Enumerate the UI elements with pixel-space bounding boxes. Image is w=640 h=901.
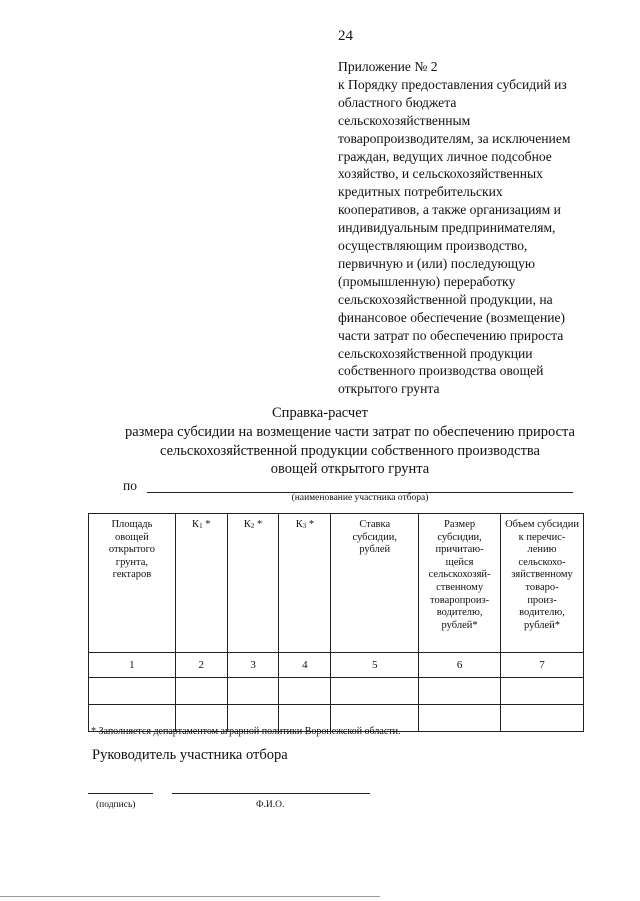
- table-cell: [279, 678, 331, 705]
- column-header-line: субсидии,: [437, 531, 482, 543]
- column-header-line: грунта,: [115, 556, 149, 568]
- appendix-line: индивидуальным предпринимателям,: [338, 220, 556, 236]
- column-header: [331, 514, 419, 653]
- column-header: [501, 514, 584, 653]
- column-header: [279, 514, 331, 653]
- appendix-line: части затрат по обеспечению прироста: [338, 327, 564, 343]
- column-header: [89, 514, 176, 653]
- column-number: 6: [419, 653, 501, 678]
- table-cell: [501, 705, 584, 732]
- column-header-line: рублей*: [441, 619, 478, 631]
- column-header-line: К1 *: [192, 519, 211, 530]
- appendix-line: финансовое обеспечение (возмещение): [338, 309, 566, 325]
- appendix-line: Приложение № 2: [338, 59, 438, 74]
- appendix-line: открытого грунта: [338, 381, 440, 397]
- appendix-line: к Порядку предоставления субсидий из: [338, 76, 567, 92]
- table-cell: [419, 678, 501, 705]
- table-cell: [501, 678, 584, 705]
- appendix-line: областного бюджета: [338, 94, 457, 110]
- form-subtitle-line: овощей открытого грунта: [270, 461, 430, 477]
- column-header-line: Площадь: [111, 519, 153, 530]
- page-bottom-rule: [0, 896, 380, 897]
- table-header-row: [89, 514, 584, 653]
- appendix-line: кооперативов, а также организациям и: [338, 202, 561, 218]
- appendix-line: первичную и (или) последующую: [338, 255, 536, 271]
- appendix-line: граждан, ведущих личное подсобное: [338, 148, 552, 164]
- column-header-line: Размер: [444, 519, 476, 530]
- fio-caption: Ф.И.О.: [256, 800, 285, 810]
- column-number: 3: [227, 653, 279, 678]
- form-subtitle: [0, 423, 640, 479]
- column-header-line: зяйственному: [511, 569, 573, 581]
- column-header-line: К3 *: [295, 519, 315, 530]
- column-header: [419, 514, 501, 653]
- appendix-line: кредитных потребительских: [338, 184, 503, 200]
- form-subtitle-line: сельскохозяйственной продукции собственного производства: [159, 442, 540, 459]
- column-header-line: товаро-: [525, 581, 559, 593]
- column-header-line: щейся: [445, 556, 474, 568]
- column-number: 5: [331, 653, 419, 678]
- table-row: [89, 678, 584, 705]
- participant-name-caption: (наименование участника отбора): [291, 493, 429, 503]
- column-header-line: Объем субсидии: [505, 519, 579, 530]
- column-header-line: лению: [527, 544, 557, 556]
- column-header-line: причитаю-: [435, 544, 484, 556]
- column-header-line: К2 *: [243, 519, 263, 530]
- form-subtitle-line: размера субсидии на возмещение части затрат по обеспечению прироста: [125, 424, 575, 440]
- column-header-line: открытого: [108, 544, 155, 556]
- column-header-line: ственному: [436, 581, 484, 593]
- column-header-line: произ-: [527, 594, 557, 606]
- table-cell: [89, 678, 176, 705]
- column-number: 4: [279, 653, 331, 678]
- table-cell: [175, 678, 227, 705]
- column-header-line: сельскохозяй-: [428, 569, 491, 581]
- column-header-line: рублей: [359, 544, 391, 556]
- column-number: 7: [501, 653, 584, 678]
- footnote: * Заполняется департаментом аграрной политики Воронежской области.: [91, 726, 401, 737]
- column-header-line: гектаров: [112, 569, 152, 581]
- column-header-line: сельскохо-: [518, 556, 566, 568]
- appendix-line: хозяйство, и сельскохозяйственных: [338, 166, 543, 182]
- signature-caption: (подпись): [96, 800, 136, 810]
- signature-line: [88, 793, 153, 794]
- manager-label: Руководитель участника отбора: [92, 747, 288, 763]
- column-header-line: водителю,: [436, 607, 483, 619]
- column-header-line: к перечис-: [518, 531, 566, 543]
- appendix-line: (промышленную) переработку: [338, 273, 516, 289]
- appendix-line: сельскохозяйственной продукции: [338, 345, 533, 361]
- appendix-line: сельскохозяйственной продукции, на: [338, 291, 553, 307]
- column-header-line: товаропроиз-: [430, 594, 490, 606]
- appendix-line: товаропроизводителям, за исключением: [338, 130, 571, 146]
- table-cell: [227, 678, 279, 705]
- coefficient-subscript: 3: [302, 522, 307, 530]
- po-label: по: [123, 478, 137, 493]
- appendix-line: сельскохозяйственным: [338, 112, 471, 128]
- appendix-header: [338, 58, 628, 398]
- table-cell: [331, 678, 419, 705]
- table-cell: [419, 705, 501, 732]
- column-header-line: субсидии,: [352, 531, 397, 543]
- appendix-line: осуществляющим производство,: [338, 238, 528, 254]
- coefficient-subscript: 1: [199, 522, 203, 530]
- column-header-line: Ставка: [359, 519, 391, 530]
- column-header-line: овощей: [115, 531, 149, 543]
- column-number: 2: [175, 653, 227, 678]
- page-number: 24: [338, 28, 353, 44]
- calculation-table: [88, 513, 584, 732]
- column-header: [227, 514, 279, 653]
- column-header: [175, 514, 227, 653]
- table-column-numbers-row: [89, 653, 584, 678]
- column-header-line: водителю,: [519, 607, 565, 619]
- column-header-line: рублей*: [523, 619, 561, 631]
- fio-line: [172, 793, 370, 794]
- coefficient-subscript: 2: [250, 522, 255, 530]
- appendix-line: собственного производства овощей: [338, 363, 544, 379]
- column-number: 1: [89, 653, 176, 678]
- form-title: Справка-расчет: [272, 405, 368, 421]
